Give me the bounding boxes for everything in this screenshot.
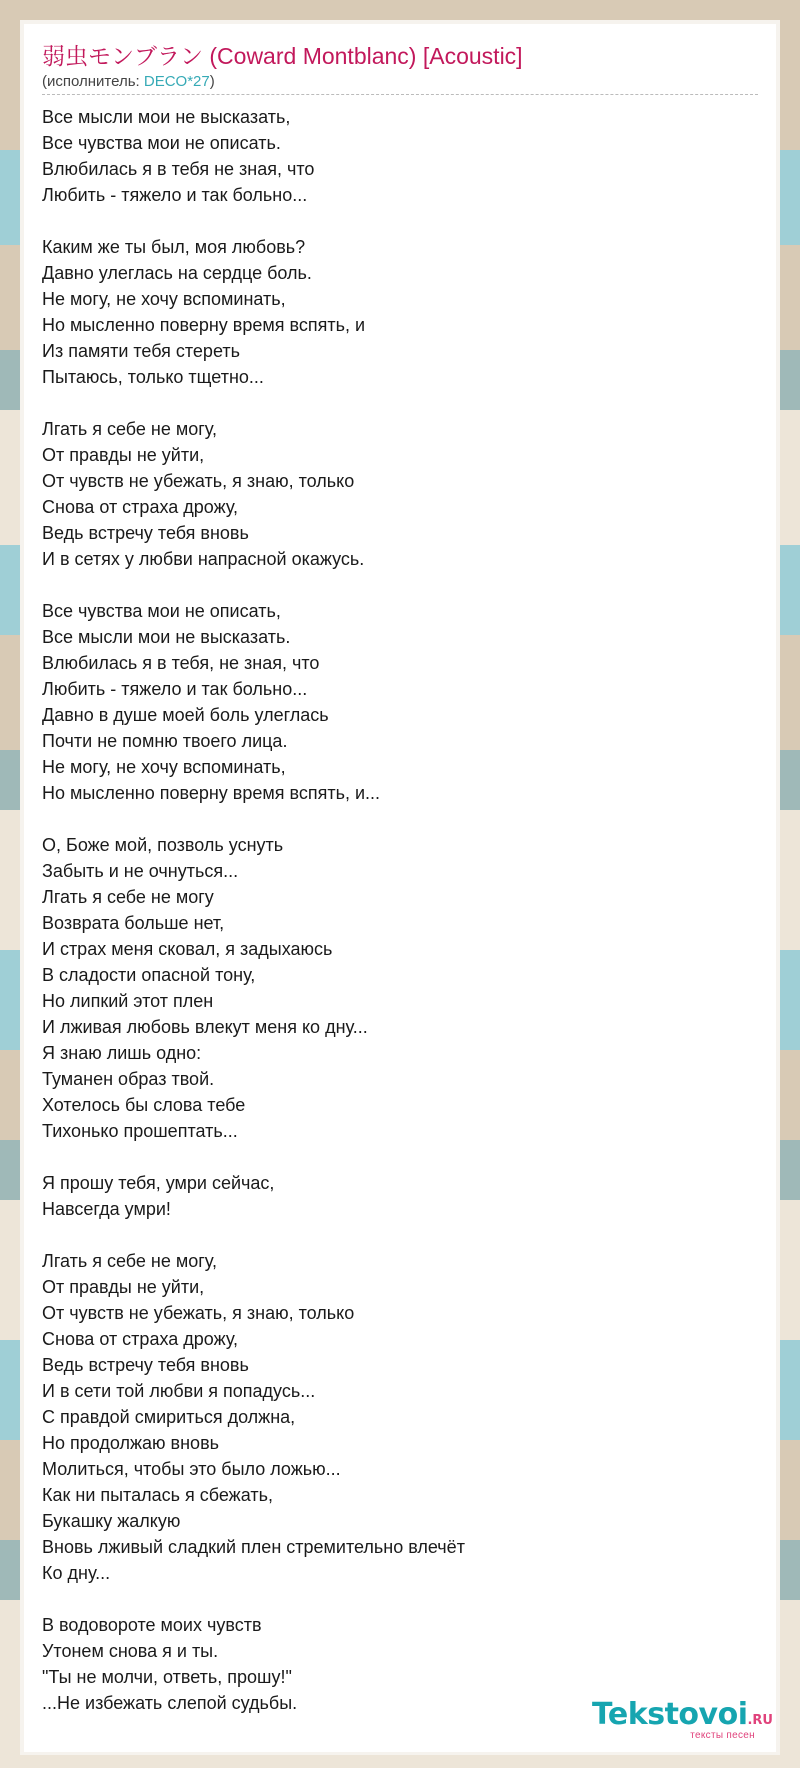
stanza bbox=[42, 416, 762, 572]
lyric-line: От чувств не убежать, я знаю, только bbox=[42, 471, 355, 491]
lyric-line: Любить - тяжело и так больно... bbox=[42, 679, 308, 699]
lyric-line: Но мысленно поверну время вспять, и bbox=[42, 315, 366, 335]
lyric-line: Снова от страха дрожу, bbox=[42, 497, 239, 517]
lyric-line: Забыть и не очнуться... bbox=[42, 861, 239, 881]
lyric-line: Влюбилась я в тебя не зная, что bbox=[42, 159, 315, 179]
lyric-line: Почти не помню твоего лица. bbox=[42, 731, 288, 751]
lyric-line: Лгать я себе не могу, bbox=[42, 1251, 217, 1271]
logo-wordmark: Tekstovoi bbox=[591, 1697, 748, 1732]
logo-tagline: тексты песен bbox=[690, 1730, 755, 1741]
lyric-line: Тихонько прошептать... bbox=[42, 1121, 238, 1141]
artist-suffix: ) bbox=[209, 73, 215, 90]
lyric-line: Все чувства мои не описать. bbox=[42, 133, 281, 153]
artist-link[interactable]: DECO*27 bbox=[143, 73, 210, 90]
lyric-line: Ко дну... bbox=[42, 1563, 111, 1583]
lyric-line: Ведь встречу тебя вновь bbox=[42, 1355, 249, 1375]
lyric-line: Хотелось бы слова тебе bbox=[42, 1095, 246, 1115]
lyric-line: От чувств не убежать, я знаю, только bbox=[42, 1303, 355, 1323]
lyric-line: О, Боже мой, позволь уснуть bbox=[42, 835, 284, 855]
lyric-line: Давно в душе моей боль улеглась bbox=[42, 705, 329, 725]
lyric-line: И в сетях у любви напрасной окажусь. bbox=[42, 549, 365, 569]
lyric-line: Каким же ты был, моя любовь? bbox=[42, 237, 306, 257]
lyric-line: Пытаюсь, только тщетно... bbox=[42, 367, 264, 387]
stanza bbox=[42, 234, 762, 390]
lyric-line: Навсегда умри! bbox=[42, 1199, 171, 1219]
lyric-line: Возврата больше нет, bbox=[42, 913, 225, 933]
artist-line bbox=[42, 73, 215, 91]
lyric-line: Любить - тяжело и так больно... bbox=[42, 185, 308, 205]
lyric-line: ...Не избежать слепой судьбы. bbox=[42, 1693, 298, 1713]
lyric-line: Лгать я себе не могу, bbox=[42, 419, 217, 439]
lyric-line: Влюбилась я в тебя, не зная, что bbox=[42, 653, 320, 673]
lyrics-text bbox=[42, 104, 762, 1742]
stanza bbox=[42, 1170, 762, 1222]
lyric-line: В водовороте моих чувств bbox=[42, 1615, 262, 1635]
lyric-line: Не могу, не хочу вспоминать, bbox=[42, 757, 286, 777]
artist-prefix: (исполнитель: bbox=[42, 73, 144, 90]
lyric-line: Все мысли мои не высказать, bbox=[42, 107, 291, 127]
lyric-line: Все мысли мои не высказать. bbox=[42, 627, 291, 647]
header-divider bbox=[42, 94, 758, 95]
lyric-line: И страх меня сковал, я задыхаюсь bbox=[42, 939, 333, 959]
lyric-line: И в сети той любви я попадусь... bbox=[42, 1381, 316, 1401]
lyric-line: Все чувства мои не описать, bbox=[42, 601, 281, 621]
site-logo[interactable] bbox=[591, 1697, 773, 1741]
lyric-line: Лгать я себе не могу bbox=[42, 887, 214, 907]
lyric-line: Утонем снова я и ты. bbox=[42, 1641, 219, 1661]
lyric-line: Но мысленно поверну время вспять, и... bbox=[42, 783, 381, 803]
logo-domain: .RU bbox=[747, 1713, 773, 1728]
lyric-line: Не могу, не хочу вспоминать, bbox=[42, 289, 286, 309]
lyric-line: С правдой смириться должна, bbox=[42, 1407, 296, 1427]
lyric-line: В сладости опасной тону, bbox=[42, 965, 256, 985]
stanza bbox=[42, 598, 762, 806]
lyric-line: И лживая любовь влекут меня ко дну... bbox=[42, 1017, 368, 1037]
lyric-line: Давно улеглась на сердце боль. bbox=[42, 263, 312, 283]
lyric-line: Вновь лживый сладкий плен стремительно влечёт bbox=[42, 1537, 465, 1557]
lyric-line: "Ты не молчи, ответь, прошу!" bbox=[42, 1667, 292, 1687]
lyric-line: Но продолжаю вновь bbox=[42, 1433, 220, 1453]
stanza bbox=[42, 104, 762, 208]
lyric-line: Из памяти тебя стереть bbox=[42, 341, 240, 361]
lyric-line: Букашку жалкую bbox=[42, 1511, 181, 1531]
lyric-line: Я знаю лишь одно: bbox=[42, 1043, 202, 1063]
lyric-line: От правды не уйти, bbox=[42, 1277, 205, 1297]
stanza bbox=[42, 1248, 762, 1586]
stanza bbox=[42, 832, 762, 1144]
lyric-line: Молиться, чтобы это было ложью... bbox=[42, 1459, 341, 1479]
lyric-line: От правды не уйти, bbox=[42, 445, 205, 465]
lyric-line: Но липкий этот плен bbox=[42, 991, 214, 1011]
lyric-line: Ведь встречу тебя вновь bbox=[42, 523, 249, 543]
lyric-line: Туманен образ твой. bbox=[42, 1069, 215, 1089]
lyric-line: Я прошу тебя, умри сейчас, bbox=[42, 1173, 275, 1193]
song-title: 弱虫モンブラン (Coward Montblanc) [Acoustic] bbox=[42, 43, 523, 69]
lyric-line: Снова от страха дрожу, bbox=[42, 1329, 239, 1349]
lyric-line: Как ни пыталась я сбежать, bbox=[42, 1485, 273, 1505]
